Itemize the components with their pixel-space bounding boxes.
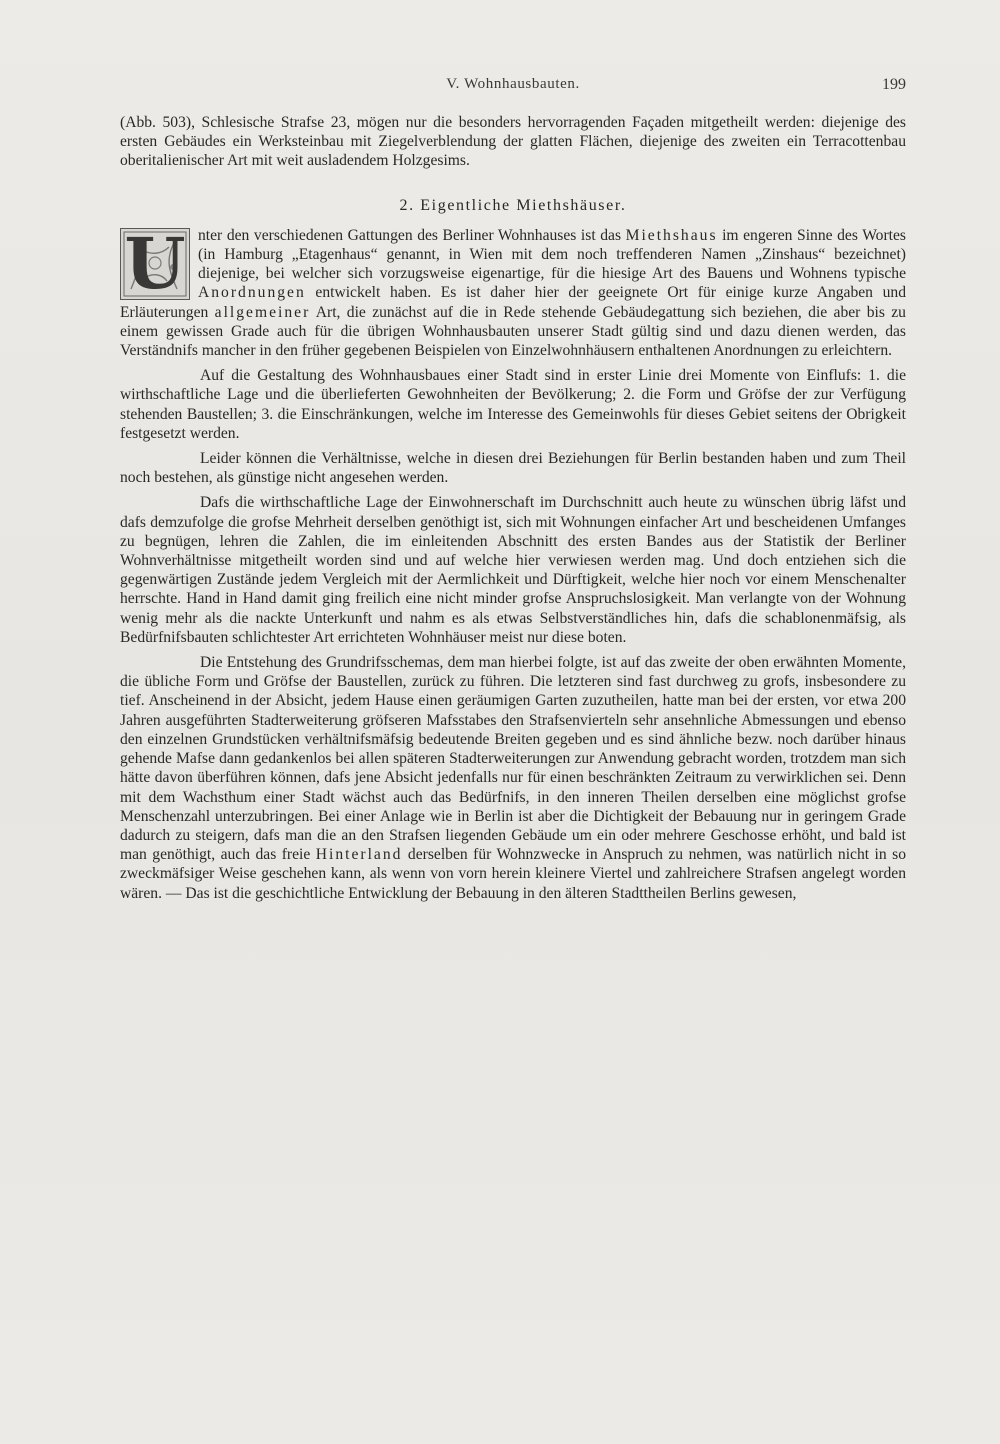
paragraph-5 — [120, 653, 906, 903]
paragraph-4: Dafs die wirthschaftliche Lage der Einwohnerschaft im Durchschnitt auch heute zu wünschen übrig läfst und dafs demzufolge die grofse Mehrheit derselben genöthigt ist, sich mit Wohnungen einfacher Art und bescheidenen Umfanges zu begnügen, lehren die Zahlen, die im einleitenden Abschnitt des ersten Bandes aus der Statistik der Berliner Wohnverhältnisse mitgetheilt worden sind und auf welche hier verwiesen werden mag. Und doch entziehen sich die gegenwärtigen Zustände jedem Vergleich mit der Aermlichkeit und Dürftigkeit, welche hier noch vor einem Menschenalter herrschte. Hand in Hand damit ging freilich eine nicht minder grofse Anspruchslosigkeit. Man verlangte von der Wohnung wenig mehr als die nackte Unterkunft und nahm es als etwas Selbstverständliches hin, dafs die schablonenmäfsig, als Bedürfnifsbauten schlichtester Art errichteten Wohnhäuser meist nur diese boten. — [120, 494, 906, 646]
paragraph-1-text-b: im engeren Sinne des Wortes (in Hamburg „Etagenhaus“ genannt, in Wien mit dem noch treffenderen Namen „Zinshaus“ bezeichnet) diejenige, bei welcher sich vorzugsweise eigenartige, für die hiesige Art des Bauens und Wohnens typische — [198, 226, 906, 283]
dropcap-letter: U — [124, 227, 186, 300]
paragraph-2: Auf die Gestaltung des Wohnhausbaues einer Stadt sind in erster Linie drei Momente von Einflufs: 1. die wirthschaftliche Lage und die überlieferten Gewohnheiten der Bevölkerung; 2. die Form und Gröfse der zur Verfügung stehenden Baustellen; 3. die Einschränkungen, welche im Interesse des Gemeinwohls für dieses Gebiet seitens der Obrigkeit festgesetzt werden. — [120, 367, 906, 442]
paragraph-opening: (Abb. 503), Schlesische Strafse 23, mögen nur die besonders hervorragenden Façaden mitgetheilt werden: diejenige des ersten Gebäudes ein Werksteinbau mit Ziegelverblendung der glatten Flächen, diejenige des zweiten ein Terracottenbau oberitalienischer Art mit weit ausladendem Holzgesims. — [120, 114, 906, 170]
paragraph-1-spaced-a: Miethshaus — [625, 226, 718, 244]
page-header — [120, 76, 906, 98]
paragraph-1 — [120, 226, 906, 360]
running-title: V. Wohnhausbauten. — [446, 76, 580, 92]
paragraph-1-text-c: entwickelt haben. Es ist daher hier der geeignete Ort für einige kurze Angaben und Erläuterungen — [120, 284, 906, 321]
body-text — [120, 113, 906, 903]
paragraph-1-spaced-b: Anordnungen — [198, 284, 306, 302]
dropcap-initial — [120, 228, 190, 300]
paragraph-5-spaced-a: Hinterland — [315, 846, 403, 864]
paragraph-1-text-d: Art, die zunächst auf die in Rede stehende Gebäudegattung sich beziehen, die aber bis zu einem gewissen Grade auch für die übrigen Wohnhausbauten unserer Stadt gültig sind und dazu dienen werden, das Verständnifs mancher in den früher gegebenen Beispielen von Einzelwohnhäusern enthaltenen Anordnungen zu erleichtern. — [120, 303, 906, 360]
paragraph-5-text-b: derselben für Wohnzwecke in Anspruch zu nehmen, was natürlich nicht in so zweckmäfsiger Weise geschehen kann, als wenn von vorn herein kleinere Viertel und zahlreichere Strafsen angelegt worden wären. — Das ist die geschichtliche Entwicklung der Bebauung in den älteren Stadttheilen Berlins gewesen, — [120, 846, 906, 902]
page-number: 199 — [882, 76, 906, 93]
section-title: 2. Eigentliche Miethshäuser. — [399, 196, 627, 214]
paragraph-1-spaced-c: allgemeiner — [214, 303, 311, 321]
paragraph-1-text-a: nter den verschiedenen Gattungen des Berliner Wohnhauses ist das — [198, 226, 626, 244]
paragraph-5-text-a: Die Entstehung des Grundrifsschemas, dem man hierbei folgte, ist auf das zweite der oben erwähnten Momente, die übliche Form und Gröfse der Baustellen, zurück zu führen. Die letzteren sind fast durchweg zu grofs, insbesondere zu tief. Anscheinend in der Absicht, jedem Hause einen geräumigen Garten zuzutheilen, hatte man bei der ersten, vor etwa 200 Jahren ausgeführten Stadterweiterung gröfseren Mafsstabes den Strafsenvierteln sehr ansehnliche Abmessungen und ebenso den einzelnen Grundstücken verhältnifsmäfsig bedeutende Breiten gegeben und es sind ähnliche bezw. noch darüber hinaus gehende Mafse dann gedankenlos bei allen späteren Stadterweiterungen zur Anwendung gebracht worden, trotzdem man sich hätte davon überführen können, dafs jene Absicht jedenfalls nur für einen beschränkten Zeitraum zu verwirklichen sei. Denn mit dem Wachsthum einer Stadt wächst auch das Bedürfnifs, in den inneren Theilen derselben eine möglichst grofse Menschenzahl unterzubringen. Bei einer Anlage wie in Berlin ist aber die Dichtigkeit der Bebauung nur in geringem Grade dadurch zu steigern, dafs man die an den Strafsen liegenden Gebäude um ein oder mehrere Geschosse erhöht, und bald ist man genöthigt, auch das freie — [120, 654, 906, 864]
paragraph-3: Leider können die Verhältnisse, welche in diesen drei Beziehungen für Berlin bestanden haben und zum Theil noch bestehen, als günstige nicht angesehen werden. — [120, 450, 906, 487]
